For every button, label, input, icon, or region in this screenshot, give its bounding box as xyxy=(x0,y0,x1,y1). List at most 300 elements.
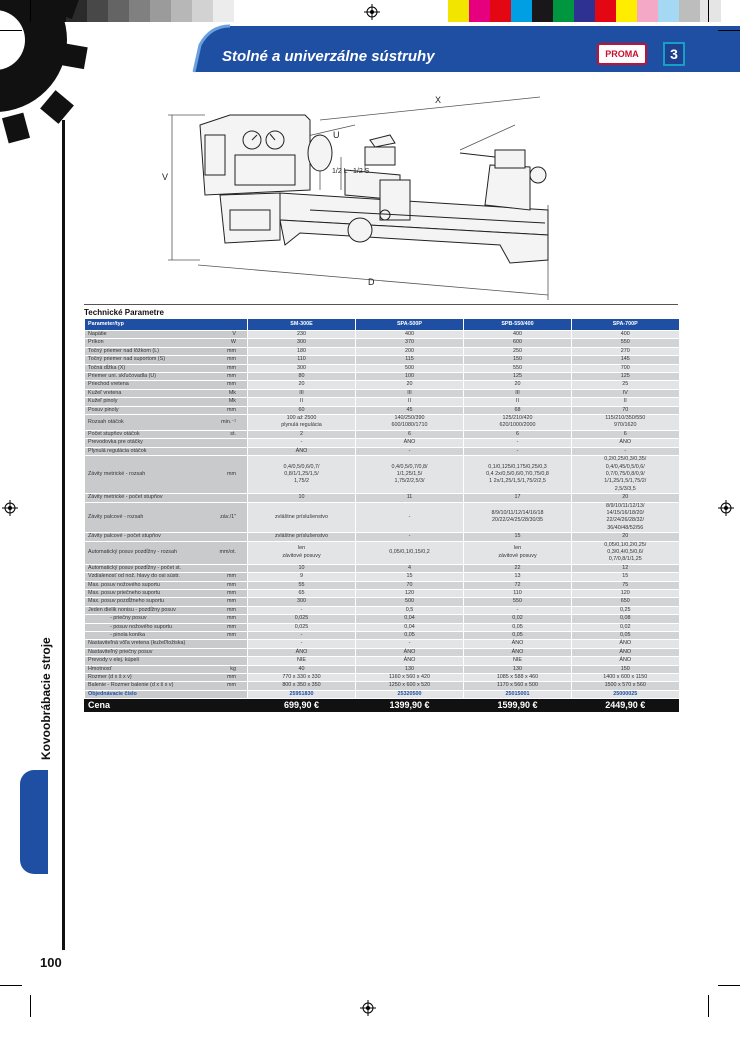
cell-value: 15 xyxy=(356,573,464,581)
cell-value: 45 xyxy=(356,406,464,414)
cell-value: 1085 x 588 x 460 xyxy=(464,674,572,682)
cell-value: 6 xyxy=(572,430,679,438)
cell-value: 130 xyxy=(356,665,464,673)
row-label-text: Automatický posuv pozdĺžny - počet st. xyxy=(88,564,182,571)
cell-value: NIE xyxy=(248,657,356,665)
row-label xyxy=(85,389,248,397)
row-label-text: Kužeľ vretena xyxy=(88,389,122,396)
cell-value: 4 xyxy=(356,564,464,572)
row-label xyxy=(85,339,248,347)
cell-value: 2449,90 € xyxy=(572,699,679,713)
row-label xyxy=(85,533,248,541)
row-unit: Mk xyxy=(228,398,236,405)
row-label xyxy=(85,381,248,389)
table-row xyxy=(85,389,679,397)
calibration-swatch xyxy=(171,0,192,22)
cell-value: II xyxy=(464,398,572,406)
header-label: Parameter/typ xyxy=(85,319,248,331)
row-label-text: Kužeľ pinoly xyxy=(88,398,118,405)
cell-value: - xyxy=(464,447,572,455)
row-unit: mm xyxy=(227,356,236,363)
cell-value: 22 xyxy=(464,564,572,572)
cell-value: III xyxy=(248,389,356,397)
row-unit: mm xyxy=(227,623,236,630)
crop-mark xyxy=(0,30,22,31)
cell-value: 0,25 xyxy=(572,606,679,614)
cell-value: 200 xyxy=(356,347,464,355)
row-unit: mm xyxy=(227,373,236,380)
table-row xyxy=(85,606,679,614)
calibration-swatch xyxy=(637,0,658,22)
row-label-text: Posuv pinoly xyxy=(88,406,119,413)
cell-value: 20 xyxy=(248,381,356,389)
registration-mark-icon xyxy=(2,500,18,516)
cell-value: II xyxy=(248,398,356,406)
row-label xyxy=(85,430,248,438)
header-model: SM-300E xyxy=(248,319,356,331)
header-model: SPA-700P xyxy=(572,319,679,331)
row-label xyxy=(85,347,248,355)
row-label xyxy=(85,447,248,455)
row-label-text: Vzdialenosť od nož. hlavy do osi sústr. xyxy=(88,573,180,580)
cell-value: 0,025 xyxy=(248,615,356,623)
cell-value: 800 x 350 x 350 xyxy=(248,682,356,690)
row-unit: mm xyxy=(227,406,236,413)
table-row xyxy=(85,632,679,640)
cell-value: - xyxy=(248,606,356,614)
cell-value: 1170 x 560 x 500 xyxy=(464,682,572,690)
row-label-text: Závity metrické - rozsah xyxy=(88,470,146,477)
row-unit: mm/ot. xyxy=(219,548,236,555)
row-label-text: Automatický posuv pozdĺžny - rozsah xyxy=(88,548,177,555)
table-row xyxy=(85,682,679,690)
row-unit: kg xyxy=(230,665,236,672)
registration-mark-icon xyxy=(360,1000,376,1016)
table-header xyxy=(85,319,679,331)
table-row xyxy=(85,502,679,533)
cell-value: 500 xyxy=(356,364,464,372)
cell-value: 115 xyxy=(356,356,464,364)
row-unit: Mk xyxy=(228,389,236,396)
row-label xyxy=(85,364,248,372)
row-label-text: Nastaviteľný priečny posuv xyxy=(88,648,153,655)
calibration-swatch xyxy=(490,0,511,22)
cell-value: 110 xyxy=(464,590,572,598)
calibration-swatch xyxy=(234,0,255,22)
cell-value: 65 xyxy=(248,590,356,598)
table-row xyxy=(85,640,679,648)
table-row xyxy=(85,665,679,673)
cell-value: 1400 x 600 x 1150 xyxy=(572,674,679,682)
row-label xyxy=(85,598,248,606)
row-label-text: Počet stupňov otáčok xyxy=(88,430,140,437)
cell-value: 125 xyxy=(572,373,679,381)
row-label-text: - posuv nožového suportu xyxy=(110,623,173,630)
calibration-swatch xyxy=(108,0,129,22)
cell-value: 180 xyxy=(248,347,356,355)
row-label xyxy=(85,406,248,414)
cell-value: 100 xyxy=(356,373,464,381)
row-label xyxy=(85,439,248,447)
section-label: Kovoobrábacie stroje xyxy=(39,637,53,760)
cell-value: 115/210/350/550 970/1620 xyxy=(572,415,679,431)
cell-value: 150 xyxy=(464,356,572,364)
table-row xyxy=(85,674,679,682)
cell-value: 10 xyxy=(248,564,356,572)
row-unit: W xyxy=(230,339,236,346)
cell-value: 6 xyxy=(464,430,572,438)
cell-value: 550 xyxy=(572,339,679,347)
row-unit: mm xyxy=(227,573,236,580)
table-row xyxy=(85,590,679,598)
cell-value: ÁNO xyxy=(356,439,464,447)
table-row xyxy=(85,456,679,494)
table-row xyxy=(85,573,679,581)
row-label-text: Hmotnosť xyxy=(88,665,112,672)
cell-value: 70 xyxy=(572,406,679,414)
cell-value: 600 xyxy=(464,339,572,347)
header-model: SPB-550/400 xyxy=(464,319,572,331)
cell-value: - xyxy=(572,447,679,455)
brand-logo: PROMA xyxy=(597,43,647,65)
row-label-text: Priemer uni. skľučovadla (U) xyxy=(88,373,157,380)
cell-value: 699,90 € xyxy=(248,699,356,713)
calibration-swatch xyxy=(595,0,616,22)
row-unit: mm xyxy=(227,381,236,388)
spec-table xyxy=(84,319,679,713)
row-unit: mm xyxy=(227,606,236,613)
table-row xyxy=(85,541,679,564)
cell-value: 550 xyxy=(464,598,572,606)
table-row xyxy=(85,373,679,381)
cell-value: 68 xyxy=(464,406,572,414)
cell-value: 0,05 xyxy=(464,623,572,631)
table-top-rule xyxy=(84,304,678,305)
table-row xyxy=(85,439,679,447)
page-title: Stolné a univerzálne sústruhy xyxy=(222,48,435,65)
cell-value: III xyxy=(356,389,464,397)
crop-mark xyxy=(30,995,31,1017)
table-row xyxy=(85,690,679,698)
row-label-text: Priechod vretena xyxy=(88,381,129,388)
cell-value: 140/250/390 600/1080/1710 xyxy=(356,415,464,431)
calibration-swatch xyxy=(553,0,574,22)
table-row xyxy=(85,347,679,355)
cell-value: 15 xyxy=(572,573,679,581)
row-unit: záv./1" xyxy=(220,513,236,520)
cell-value: zvláštne príslušenstvo xyxy=(248,533,356,541)
row-unit: mm xyxy=(227,347,236,354)
cell-value: zvláštne príslušenstvo xyxy=(248,502,356,533)
table-row xyxy=(85,657,679,665)
row-label xyxy=(85,606,248,614)
row-label xyxy=(85,674,248,682)
cell-value: - xyxy=(248,640,356,648)
cell-value: ÁNO xyxy=(464,640,572,648)
cell-value: 10 xyxy=(248,494,356,502)
row-label-text: Jeden dielik nonisu - pozdĺžny posuv xyxy=(88,606,176,613)
cell-value: 500 xyxy=(356,598,464,606)
cell-value: 110 xyxy=(248,356,356,364)
crop-mark xyxy=(718,985,740,986)
row-label xyxy=(85,632,248,640)
calibration-swatch xyxy=(469,0,490,22)
row-unit: V xyxy=(232,331,236,337)
cell-value: 25015001 xyxy=(464,690,572,698)
row-label-text: Cena xyxy=(88,700,111,711)
section-tab xyxy=(20,770,48,874)
cell-value: 130 xyxy=(464,665,572,673)
cell-value: 8/9/10/11/12/13/ 14/15/16/18/20/ 22/24/26/28/32/ 36/40/48/52/56 xyxy=(572,502,679,533)
row-label xyxy=(85,665,248,673)
cell-value: 370 xyxy=(356,339,464,347)
row-label xyxy=(85,398,248,406)
row-unit: mm xyxy=(227,470,236,477)
cell-value: ÁNO xyxy=(248,648,356,656)
cell-value: 0,05 xyxy=(572,632,679,640)
crop-mark xyxy=(708,995,709,1017)
cell-value: 650 xyxy=(572,598,679,606)
cell-value: ÁNO xyxy=(356,657,464,665)
cell-value: 75 xyxy=(572,581,679,589)
row-label xyxy=(85,564,248,572)
table-row xyxy=(85,615,679,623)
cell-value: ÁNO xyxy=(464,648,572,656)
calibration-bar-color xyxy=(448,0,721,22)
row-label xyxy=(85,657,248,665)
calibration-swatch xyxy=(129,0,150,22)
cell-value: 125 xyxy=(464,373,572,381)
cell-value: 55 xyxy=(248,581,356,589)
row-label-text: Balenie - Rozmer balenie (d x š x v) xyxy=(88,682,174,689)
category-badge: 3 xyxy=(663,42,685,66)
cell-value: ÁNO xyxy=(572,648,679,656)
cell-value: 72 xyxy=(464,581,572,589)
row-label xyxy=(85,590,248,598)
cell-value: 270 xyxy=(572,347,679,355)
cell-value: 700 xyxy=(572,364,679,372)
cell-value: 15 xyxy=(464,533,572,541)
dim-label-l: 1/2 L xyxy=(332,168,348,175)
cell-value: 0,02 xyxy=(572,623,679,631)
cell-value: 2 xyxy=(248,430,356,438)
table-row xyxy=(85,699,679,713)
table-row xyxy=(85,331,679,339)
row-unit: mm xyxy=(227,590,236,596)
registration-mark-icon xyxy=(364,4,380,20)
cell-value: 12 xyxy=(572,564,679,572)
row-label-text: Závity palcové - počet stupňov xyxy=(88,533,161,540)
cell-value: - xyxy=(248,439,356,447)
calibration-swatch xyxy=(150,0,171,22)
row-label-text: Prevody v elej. kúpeli xyxy=(88,657,139,664)
row-label xyxy=(85,640,248,648)
lathe-diagram xyxy=(160,85,560,303)
cell-value: 300 xyxy=(248,339,356,347)
row-label xyxy=(85,456,248,494)
cell-value: 25000025 xyxy=(572,690,679,698)
row-label-text: Rozmer (d x š x v) xyxy=(88,674,132,681)
cell-value: len závitové posuvy xyxy=(248,541,356,564)
page-number: 100 xyxy=(40,955,62,970)
cell-value: 120 xyxy=(572,590,679,598)
header-model: SPA-500P xyxy=(356,319,464,331)
row-label-text: Objednávacie číslo xyxy=(88,690,137,697)
row-label xyxy=(85,648,248,656)
row-unit: mm xyxy=(227,581,236,588)
table-row xyxy=(85,623,679,631)
row-label xyxy=(85,356,248,364)
cell-value: 400 xyxy=(572,331,679,339)
cell-value: - xyxy=(248,632,356,640)
cell-value: ÁNO xyxy=(572,657,679,665)
dim-label-u: U xyxy=(333,130,340,140)
row-unit: mm xyxy=(227,682,236,689)
cell-value: 300 xyxy=(248,364,356,372)
row-label-text: Nastaviteľná vôľa vretena (kužeľ/ložiska) xyxy=(88,640,186,647)
dim-label-s: 1/2 S xyxy=(353,168,370,175)
table-row xyxy=(85,581,679,589)
row-unit: mm xyxy=(227,674,236,681)
cell-value: IV xyxy=(572,389,679,397)
row-label xyxy=(85,699,248,713)
gear-icon xyxy=(0,0,110,150)
cell-value: 60 xyxy=(248,406,356,414)
table-row xyxy=(85,398,679,406)
table-row xyxy=(85,430,679,438)
cell-value: 0,02 xyxy=(464,615,572,623)
cell-value: 25 xyxy=(572,381,679,389)
cell-value: 0,05 xyxy=(464,632,572,640)
calibration-swatch xyxy=(192,0,213,22)
cell-value: 145 xyxy=(572,356,679,364)
row-label-text: Závity palcové - rozsah xyxy=(88,513,144,520)
cell-value: II xyxy=(356,398,464,406)
cell-value: 25320500 xyxy=(356,690,464,698)
row-label-text: Prevodovka pre otáčky xyxy=(88,439,143,446)
cell-value: 400 xyxy=(356,331,464,339)
cell-value: 9 xyxy=(248,573,356,581)
dim-label-x: X xyxy=(435,95,442,105)
cell-value: 11 xyxy=(356,494,464,502)
cell-value: 6 xyxy=(356,430,464,438)
cell-value: 400 xyxy=(464,331,572,339)
row-unit: min.⁻¹ xyxy=(221,418,236,425)
cell-value: - xyxy=(356,640,464,648)
cell-value: 230 xyxy=(248,331,356,339)
row-unit: st. xyxy=(230,430,236,437)
cell-value: 250 xyxy=(464,347,572,355)
cell-value: ÁNO xyxy=(356,648,464,656)
row-unit: mm xyxy=(227,615,236,622)
cell-value: 1599,90 € xyxy=(464,699,572,713)
cell-value: 100 až 2500 plynulá regulácia xyxy=(248,415,356,431)
row-label xyxy=(85,623,248,631)
row-label-text: Rozsah otáčok xyxy=(88,418,124,425)
table-row xyxy=(85,364,679,372)
cell-value: 0,5 xyxy=(356,606,464,614)
cell-value: 40 xyxy=(248,665,356,673)
row-label-text: Max. posuv nožového suportu xyxy=(88,581,160,588)
table-row xyxy=(85,339,679,347)
calibration-swatch xyxy=(679,0,700,22)
row-label-text: Točný priemer nad suportom (S) xyxy=(88,356,165,363)
cell-value: 0,4/0,5/0,7/0,8/ 1/1,25/1,5/ 1,75/2/2,5/3/ xyxy=(356,456,464,494)
row-label-text: Napätie xyxy=(88,331,107,337)
cell-value: 1500 x 570 x 560 xyxy=(572,682,679,690)
cell-value: 17 xyxy=(464,494,572,502)
table-caption: Technické Parametre xyxy=(84,308,164,317)
cell-value: 25951830 xyxy=(248,690,356,698)
cell-value: 1399,90 € xyxy=(356,699,464,713)
crop-mark xyxy=(0,985,22,986)
row-label-text: Príkon xyxy=(88,339,104,346)
calibration-swatch xyxy=(574,0,595,22)
row-label-text: Max. posuv pozdĺžneho suportu xyxy=(88,598,165,605)
cell-value: 1250 x 600 x 520 xyxy=(356,682,464,690)
calibration-swatch xyxy=(448,0,469,22)
cell-value: 0,05/0,1/0,15/0,2 xyxy=(356,541,464,564)
table-row xyxy=(85,564,679,572)
row-label xyxy=(85,682,248,690)
table-row xyxy=(85,406,679,414)
table-row xyxy=(85,381,679,389)
cell-value: 125/210/420 620/1000/2000 xyxy=(464,415,572,431)
row-label xyxy=(85,415,248,431)
cell-value: 0,05/0,1/0,2/0,25/ 0,3/0,4/0,5/0,6/ 0,7/0,8/1/1,25 xyxy=(572,541,679,564)
registration-mark-icon xyxy=(718,500,734,516)
row-label-text: - pinola koníka xyxy=(110,632,146,639)
calibration-swatch xyxy=(616,0,637,22)
cell-value: II xyxy=(572,398,679,406)
cell-value: 770 x 330 x 330 xyxy=(248,674,356,682)
cell-value: 0,1/0,125/0,175/0,25/0,3 0,4 2x/0,5/0,6/0,7/0,75/0,8 1 2x/1,25/1,5/1,75/2/2,5 xyxy=(464,456,572,494)
crop-mark xyxy=(718,30,740,31)
cell-value: 20 xyxy=(356,381,464,389)
row-label xyxy=(85,615,248,623)
row-label xyxy=(85,690,248,698)
cell-value: 13 xyxy=(464,573,572,581)
table-row xyxy=(85,598,679,606)
row-unit: mm xyxy=(227,364,236,371)
row-label xyxy=(85,502,248,533)
row-label-text: Max. posuv priečneho suportu xyxy=(88,590,161,596)
row-label xyxy=(85,494,248,502)
calibration-swatch xyxy=(532,0,553,22)
cell-value: 0,04 xyxy=(356,615,464,623)
table-row xyxy=(85,533,679,541)
cell-value: 80 xyxy=(248,373,356,381)
cell-value: 20 xyxy=(572,494,679,502)
cell-value: - xyxy=(356,447,464,455)
table-row xyxy=(85,494,679,502)
cell-value: - xyxy=(356,502,464,533)
row-label xyxy=(85,581,248,589)
table-row xyxy=(85,356,679,364)
row-label-text: Plynulá regulácia otáčok xyxy=(88,447,147,454)
cell-value: ÁNO xyxy=(572,640,679,648)
cell-value: 300 xyxy=(248,598,356,606)
cell-value: 8/9/10/11/12/14/16/18 20/22/24/25/28/30/35 xyxy=(464,502,572,533)
crop-mark xyxy=(30,0,31,22)
dim-label-d: D xyxy=(368,277,375,287)
dim-label-v: V xyxy=(162,172,169,182)
calibration-swatch xyxy=(658,0,679,22)
cell-value: 0,025 xyxy=(248,623,356,631)
row-label xyxy=(85,541,248,564)
cell-value: 0,2/0,25/0,3/0,35/ 0,4/0,45/0,5/0,6/ 0,7/0,75/0,8/0,9/ 1/1,25/1,5/1,75/2/ 2,5/3/3,5 xyxy=(572,456,679,494)
table-row xyxy=(85,648,679,656)
